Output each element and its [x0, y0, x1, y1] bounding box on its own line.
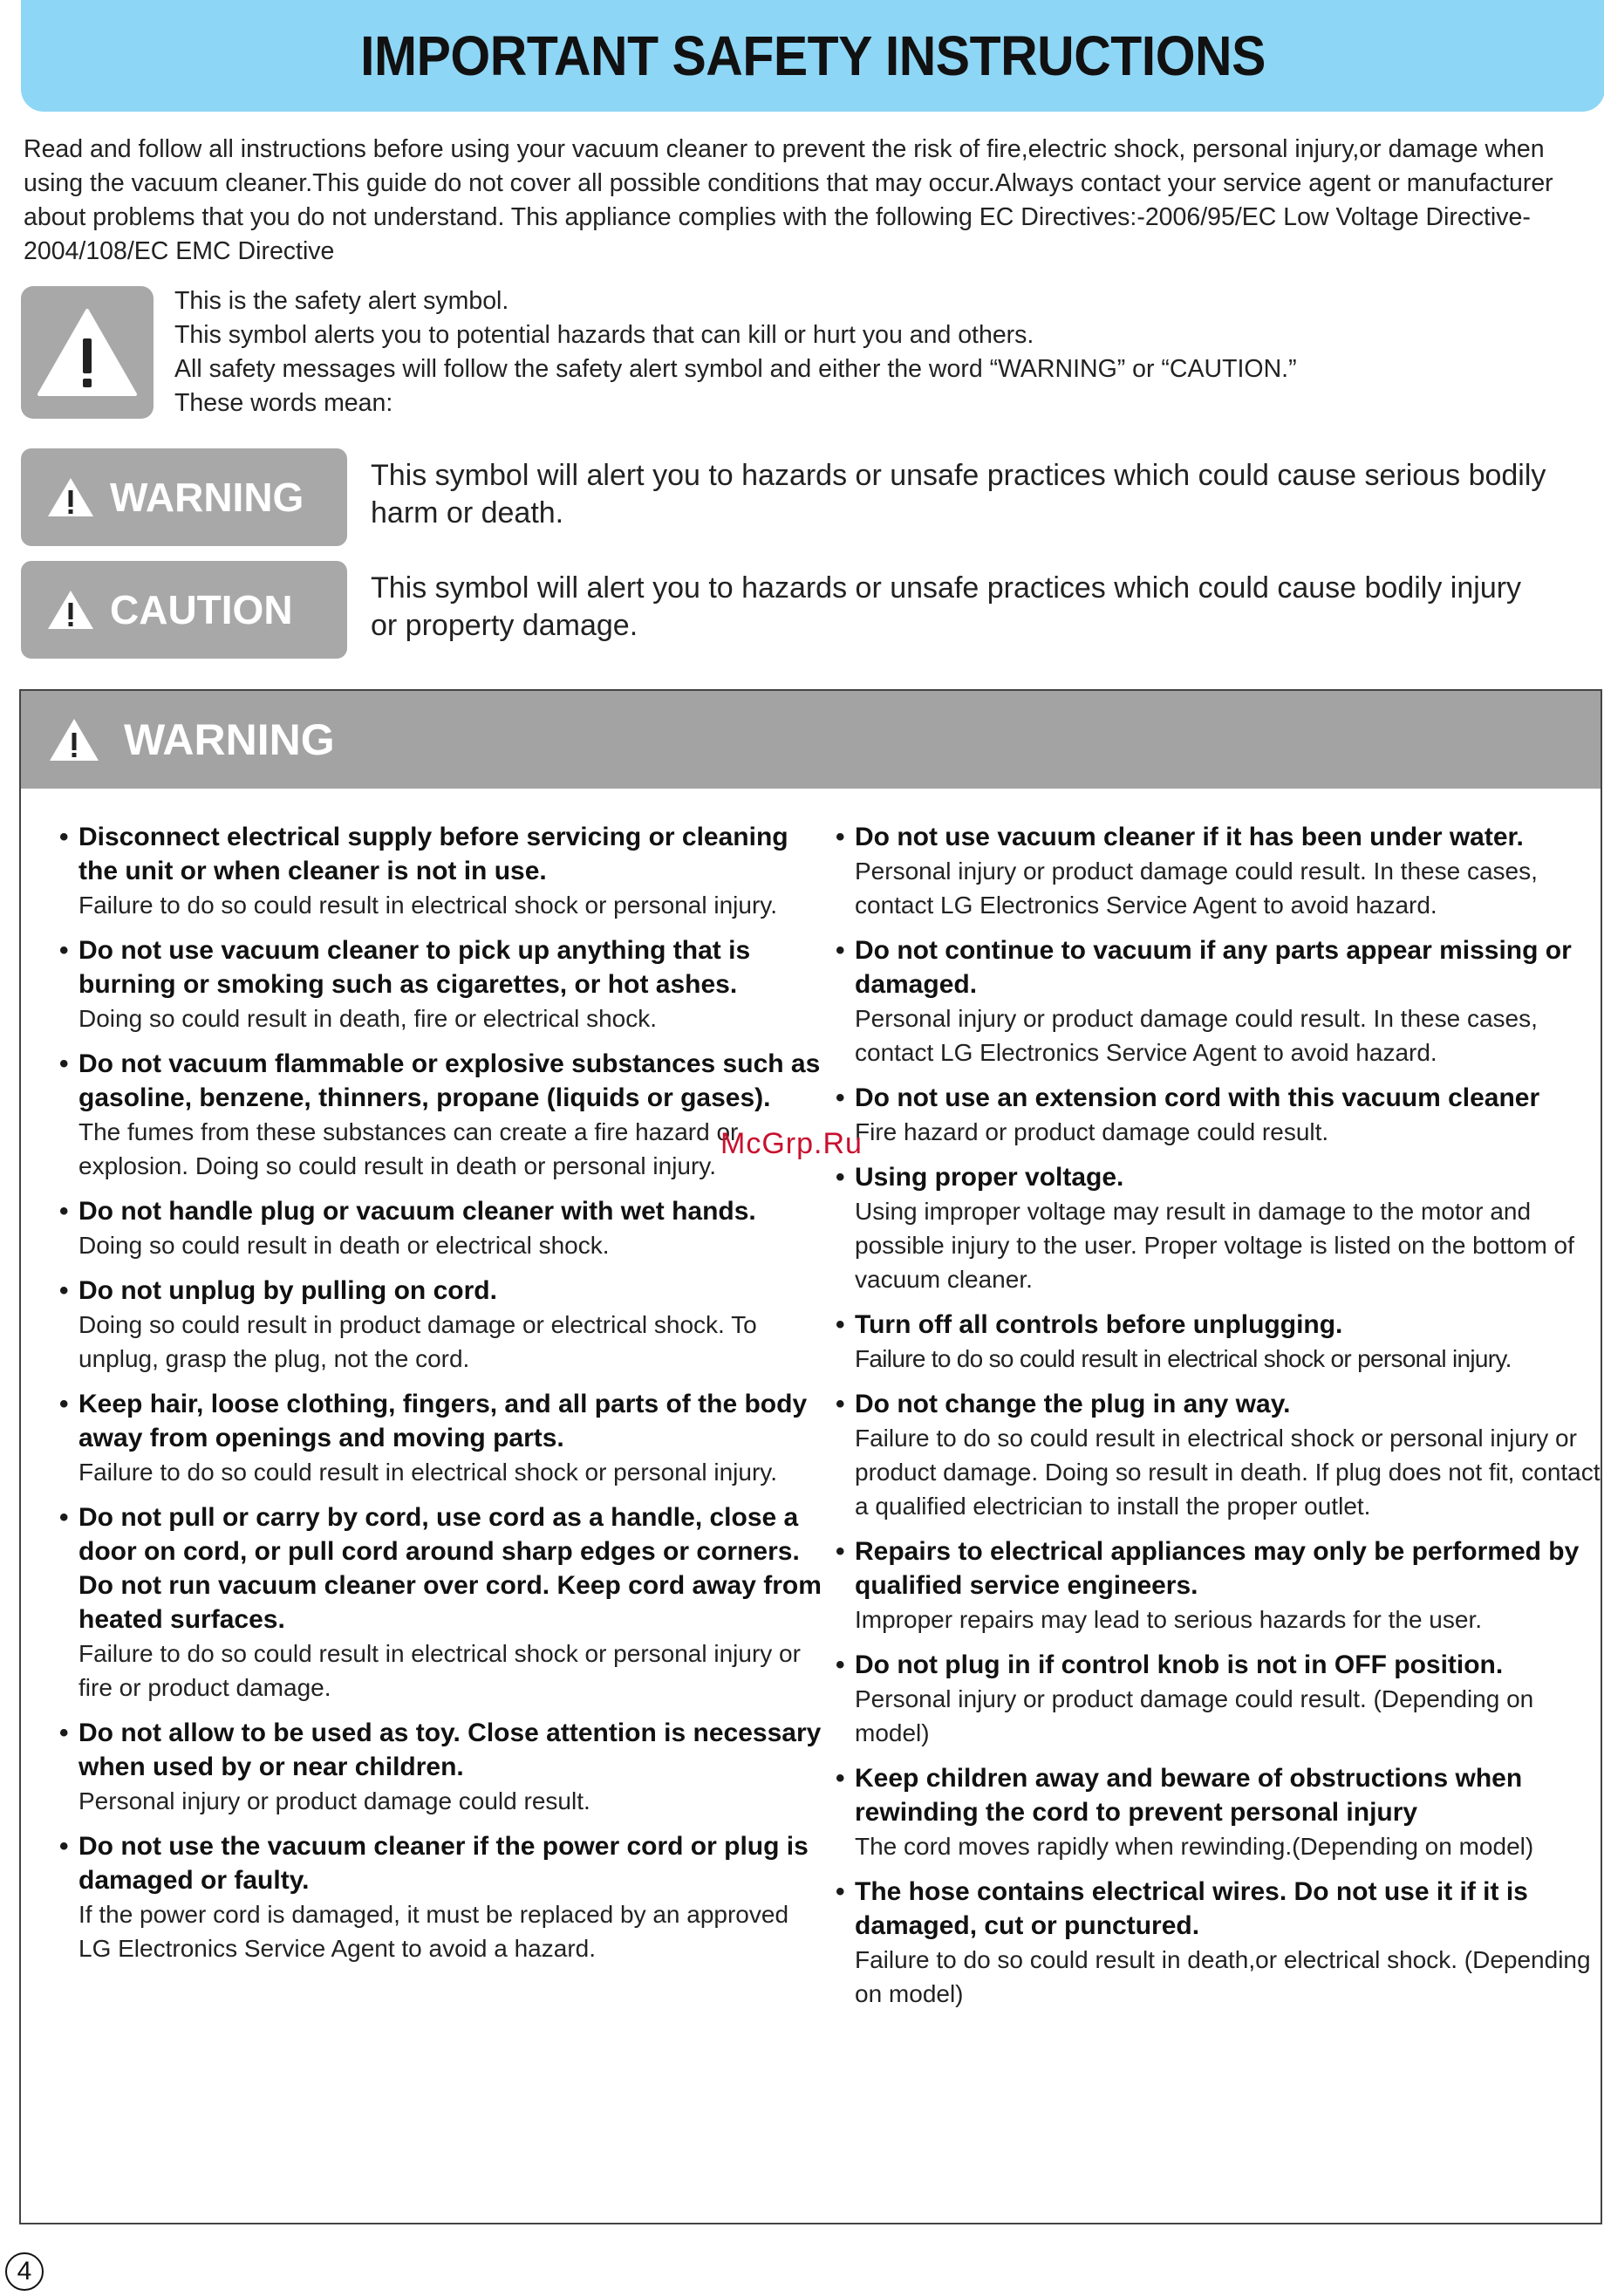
- list-item: [836, 1081, 1603, 1149]
- item-heading: Do not use vacuum cleaner to pick up anything that is burning or smoking such as cigarettes, or hot ashes.: [78, 936, 751, 999]
- list-item: [59, 1047, 827, 1183]
- bullet: •: [836, 936, 845, 965]
- bullet: •: [836, 1877, 845, 1906]
- watermark: McGrp.Ru: [720, 1127, 863, 1160]
- list-item: [59, 1194, 827, 1262]
- item-body: Fire hazard or product damage could result.: [855, 1118, 1329, 1145]
- list-item: [59, 820, 827, 922]
- list-item: [836, 1648, 1603, 1750]
- warning-badge: [21, 448, 347, 546]
- item-heading: Do not handle plug or vacuum cleaner with wet hands.: [78, 1197, 756, 1226]
- alert-line: This symbol alerts you to potential hazards that can kill or hurt you and others.: [174, 321, 1034, 349]
- item-body: Doing so could result in death, fire or electrical shock.: [78, 1005, 657, 1032]
- warning-triangle-icon: [47, 716, 101, 763]
- safety-alert-icon: [36, 307, 139, 398]
- item-body: If the power cord is damaged, it must be replaced by an approved LG Electronics Service Agent to avoid a hazard.: [78, 1901, 789, 1962]
- safety-alert-symbol: [21, 286, 154, 419]
- item-heading: Keep hair, loose clothing, fingers, and all parts of the body away from openings and moving parts.: [78, 1390, 808, 1452]
- caution-badge-label: CAUTION: [110, 587, 293, 632]
- bullet: •: [59, 1049, 69, 1078]
- item-heading: Do not unplug by pulling on cord.: [78, 1276, 497, 1305]
- item-heading: Keep children away and beware of obstructions when rewinding the cord to prevent personal injury: [855, 1764, 1523, 1827]
- item-body: Failure to do so could result in electrical shock or personal injury.: [855, 1345, 1512, 1372]
- item-body: Failure to do so could result in electrical shock or personal injury or product damage. Doing so result in death. If plug does not fit, contact a qualified electrician to install the proper outlet.: [855, 1425, 1601, 1520]
- warning-meaning: This symbol will alert you to hazards or unsafe practices which could cause serious bodily harm or death.: [371, 459, 1546, 530]
- item-heading: Do not plug in if control knob is not in OFF position.: [855, 1650, 1504, 1679]
- item-heading: Turn off all controls before unplugging.: [855, 1310, 1343, 1339]
- intro-paragraph: Read and follow all instructions before using your vacuum cleaner to prevent the risk of fire,electric shock, personal injury,or damage when using the vacuum cleaner.This guide do not cover all possible conditions that may occur.Always contact your service agent or manufacturer about problems that you do not understand. This appliance complies with the following EC Directives:-2006/95/EC Low Voltage Directive-2004/108/EC EMC Directive: [24, 135, 1553, 265]
- list-item: [836, 933, 1603, 1069]
- item-heading: Do not use vacuum cleaner if it has been under water.: [855, 823, 1524, 851]
- list-item: [836, 1308, 1603, 1376]
- item-body: Personal injury or product damage could result. In these cases, contact LG Electronics Service Agent to avoid hazard.: [855, 858, 1538, 919]
- warning-triangle-icon: [45, 475, 96, 519]
- item-heading: Do not pull or carry by cord, use cord as a handle, close a door on cord, or pull cord around sharp edges or corners. Do not run vacuum cleaner over cord. Keep cord away from heated surfaces.: [78, 1503, 822, 1634]
- warning-list-right: [836, 820, 1603, 2022]
- item-heading: Do not allow to be used as toy. Close attention is necessary when used by or near children.: [78, 1719, 822, 1781]
- list-item: [59, 1387, 827, 1489]
- item-heading: Do not use the vacuum cleaner if the power cord or plug is damaged or faulty.: [78, 1832, 809, 1895]
- alert-line: These words mean:: [174, 389, 393, 417]
- bullet: •: [836, 1163, 845, 1192]
- bullet: •: [59, 1503, 69, 1532]
- item-heading: Repairs to electrical appliances may only be performed by qualified service engineers.: [855, 1537, 1580, 1600]
- alert-line: All safety messages will follow the safety alert symbol and either the word “WARNING” or “CAUTION.”: [174, 355, 1297, 383]
- bullet: •: [836, 823, 845, 851]
- warning-panel-header: [21, 691, 1601, 789]
- list-item: [59, 933, 827, 1035]
- caution-meaning: This symbol will alert you to hazards or unsafe practices which could cause bodily injury or property damage.: [371, 571, 1522, 642]
- bullet: •: [836, 1390, 845, 1418]
- list-item: [836, 1160, 1603, 1296]
- caution-badge: [21, 561, 347, 659]
- list-item: [59, 1274, 827, 1376]
- page-number: 4: [5, 2252, 44, 2291]
- bullet: •: [59, 1719, 69, 1747]
- item-heading: The hose contains electrical wires. Do not use it if it is damaged, cut or punctured.: [855, 1877, 1528, 1940]
- bullet: •: [59, 1197, 69, 1226]
- alert-line: This is the safety alert symbol.: [174, 287, 509, 315]
- item-body: Doing so could result in death or electrical shock.: [78, 1232, 610, 1259]
- alert-symbol-description: [174, 284, 1570, 420]
- list-item: [836, 1387, 1603, 1523]
- bullet: •: [836, 1083, 845, 1112]
- item-body: Improper repairs may lead to serious hazards for the user.: [855, 1606, 1483, 1633]
- item-body: Personal injury or product damage could result. In these cases, contact LG Electronics Service Agent to avoid hazard.: [855, 1005, 1538, 1066]
- item-heading: Do not continue to vacuum if any parts appear missing or damaged.: [855, 936, 1572, 999]
- warning-badge-label: WARNING: [110, 475, 304, 520]
- item-heading: Disconnect electrical supply before servicing or cleaning the unit or when cleaner is not in use.: [78, 823, 788, 885]
- list-item: [59, 1500, 827, 1705]
- list-item: [59, 1716, 827, 1818]
- item-heading: Using proper voltage.: [855, 1163, 1124, 1192]
- bullet: •: [59, 823, 69, 851]
- item-body: Doing so could result in product damage or electrical shock. To unplug, grasp the plug, not the cord.: [78, 1311, 757, 1372]
- bullet: •: [59, 1390, 69, 1418]
- page-title: IMPORTANT SAFETY INSTRUCTIONS: [360, 24, 1266, 87]
- item-body: Personal injury or product damage could result. (Depending on model): [855, 1685, 1534, 1746]
- item-heading: Do not vacuum flammable or explosive substances such as gasoline, benzene, thinners, propane (liquids or gases).: [78, 1049, 821, 1112]
- warning-list-left: [59, 820, 827, 1977]
- bullet: •: [59, 936, 69, 965]
- list-item: [836, 820, 1603, 922]
- list-item: [836, 1761, 1603, 1863]
- list-item: [59, 1829, 827, 1965]
- warning-panel-title: WARNING: [124, 715, 335, 764]
- item-body: Failure to do so could result in electrical shock or personal injury or fire or product damage.: [78, 1640, 801, 1701]
- bullet: •: [836, 1764, 845, 1793]
- item-body: Using improper voltage may result in damage to the motor and possible injury to the user. Proper voltage is listed on the bottom of vacuum cleaner.: [855, 1198, 1574, 1293]
- list-item: [836, 1875, 1603, 2011]
- item-heading: Do not use an extension cord with this vacuum cleaner: [855, 1083, 1540, 1112]
- bullet: •: [836, 1650, 845, 1679]
- bullet: •: [59, 1832, 69, 1861]
- bullet: •: [59, 1276, 69, 1305]
- title-banner: [21, 0, 1604, 112]
- caution-triangle-icon: [45, 588, 96, 632]
- item-body: The cord moves rapidly when rewinding.(Depending on model): [855, 1833, 1534, 1860]
- bullet: •: [836, 1310, 845, 1339]
- list-item: [836, 1534, 1603, 1637]
- item-body: Personal injury or product damage could result.: [78, 1787, 590, 1814]
- item-body: Failure to do so could result in death,or electrical shock. (Depending on model): [855, 1946, 1591, 2007]
- item-body: Failure to do so could result in electrical shock or personal injury.: [78, 892, 777, 919]
- item-body: The fumes from these substances can create a fire hazard or explosion. Doing so could result in death or personal injury.: [78, 1118, 739, 1179]
- bullet: •: [836, 1537, 845, 1566]
- warning-panel: [19, 689, 1602, 2224]
- item-body: Failure to do so could result in electrical shock or personal injury.: [78, 1459, 777, 1486]
- item-heading: Do not change the plug in any way.: [855, 1390, 1291, 1418]
